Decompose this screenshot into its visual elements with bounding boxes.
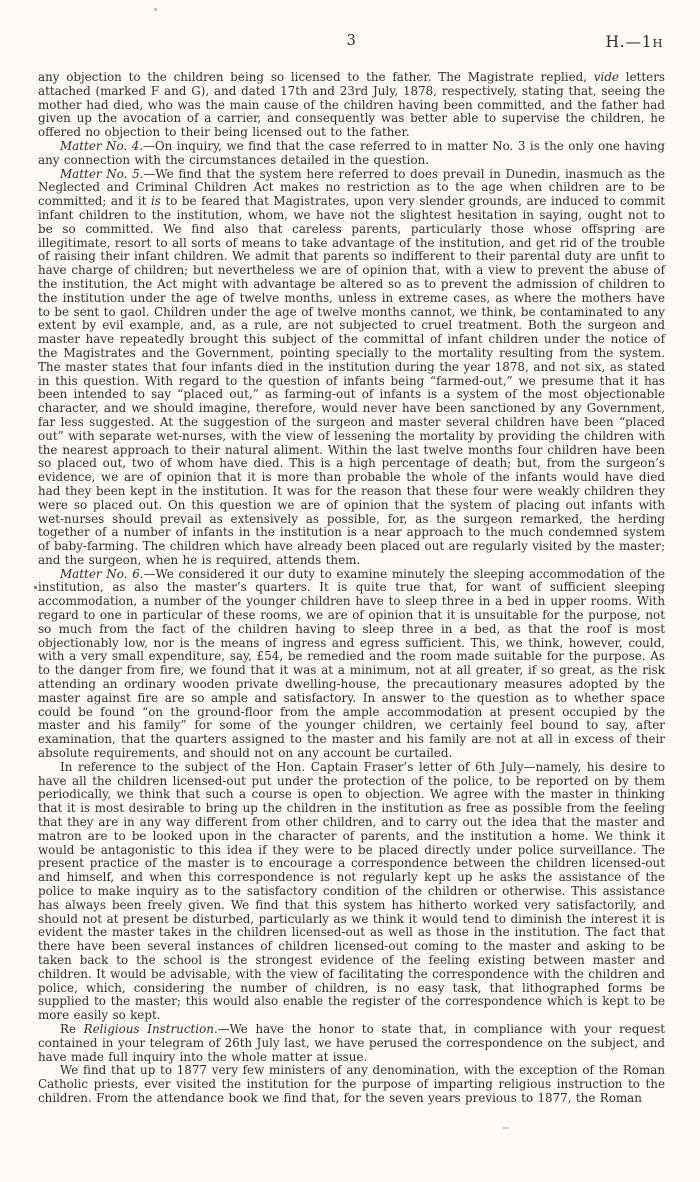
paragraph-matter-no-4 <box>38 140 665 168</box>
text-segment: letters attached (marked F and G), and dated 17th and 23rd July, 1878, respectively, stating that, seeing the mother had died, who was the main cause of the children having been committed, and the father had given up the avocation of a carrier, and consequently was better able to supervise the children, he offered no objection to their being licensed out to the father. <box>38 70 665 140</box>
text-segment: any objection to the children being so licensed to the father. The Magistrate replied, <box>38 70 594 84</box>
doc-reference <box>605 33 663 51</box>
scan-speck <box>154 8 157 11</box>
italic-text-segment: Matter No. 5. <box>60 166 144 181</box>
paragraph-matter-no-6 <box>38 568 665 761</box>
text-segment: —We find that the system here referred to does prevail in Dunedin, inasmuch as the Neglected and Criminal Children Act makes no restriction as to the age when children are to be committed; and it <box>38 166 666 209</box>
italic-text-segment: Matter No. 6. <box>60 566 144 581</box>
text-segment: —We considered it our duty to examine minutely the sleeping accommodation of the institution, as also the master’s quarters. It is quite true that, for want of sufficient sleeping accommodation, a number of the younger children have to sleep three in a bed in upper rooms. With regard to one in particular of these rooms, we are of opinion that it is unsuitable for the purpose, not so much from the fact of the children having to sleep three in a bed, as that the roof is most objectionably low, nor is the means of ingress and egress sufficient. This, we think, however, could, with a very small expenditure, say, £54, be remedied and the room made suitable for the purpose. As to the danger from fire, we found that it was at a minimum, not at all greater, if so great, as the risk attending an ordinary wooden private dwelling-house, the precautionary measures adopted by the master against fire are so ample and satisfactory. In answer to the question as to whether space could be found “on the ground-floor from the ample accommodation at present occupied by the master and his family” for some of the younger children, we certainly feel bound to say, after examination, that the quarters assigned to the master and his family are not at all in excess of their absolute requirements, and should not on any account be curtailed. <box>38 566 665 761</box>
text-segment: We find that up to 1877 very few ministers of any denomination, with the exception of the Roman Catholic priests, ever visited the institution for the purpose of imparting religious instruction to the children. From the attendance book we find that, for the seven years previous to 1877, the Roman <box>38 1063 665 1105</box>
document-body <box>38 71 665 1106</box>
scan-speck <box>502 1127 509 1129</box>
italic-text-segment: Matter No. 4. <box>60 138 144 153</box>
italic-text-segment: is <box>150 194 161 209</box>
text-segment: In reference to the subject of the Hon. Captain Fraser’s letter of 6th July—namely, his desire to have all the children licensed-out put under the protection of the police, to be reported on by them periodically, we think that such a course is open to objection. We agree with the master in thinking that it is most desirable to bring up the children in the institution as free as possible from the feeling that they are in any way different from other children, and to carry out the idea that the master and matron are to be looked upon in the character of parents, and the institution a home. We think it would be antagonistic to this idea if they were to be placed directly under police surveillance. The present practice of the master is to encourage a correspondence between the children licensed-out and himself, and when this correspondence is not regularly kept up he asks the assistance of the police to make inquiry as to the satisfactory condition of the children or otherwise. This assistance has always been freely given. We find that this system has hitherto worked very satisfactorily, and should not at present be disturbed, particularly as we think it would tend to diminish the interest it is evident the master takes in the children licensed-out as well as those in the institution. The fact that there have been several instances of children licensed-out coming to the master and asking to be taken back to the school is the strongest evidence of the feeling existing between master and children. It would be advisable, with the view of facilitating the correspondence with the children and police, which, considering the number of children, is no easy task, that lithographed forms be supplied to the master; this would also enable the register of the correspondence which is kept to be more easily so kept. <box>38 759 665 1023</box>
paragraph-continuation <box>38 71 665 140</box>
paragraph-police-supervision <box>38 761 665 1023</box>
doc-reference-suffix: H <box>652 36 663 50</box>
italic-text-segment: Religious Instruction <box>83 1021 214 1036</box>
page-header <box>38 33 665 55</box>
text-segment: Re <box>60 1021 84 1036</box>
paragraph-matter-no-5 <box>38 168 665 568</box>
paragraph-ministers-visits <box>38 1064 665 1105</box>
italic-text-segment: vide <box>593 70 619 84</box>
text-segment: —On inquiry, we find that the case referred to in matter No. 3 is the only one having any connection with the circumstances detailed in the question. <box>38 138 665 167</box>
text-segment: to be feared that Magistrates, upon very slender grounds, are induced to commit infant children to the institution, whom, we have not the slightest hesitation in saying, ought not to be so committed. We find also that careless parents, particularly those whose offspring are illegitimate, resort to all sorts of means to take advantage of the institution, and get rid of the trouble of raising their infant children. We admit that parents so indifferent to their parental duty are unfit to have charge of children; but nevertheless we are of opinion that, with a view to prevent the abuse of the institution, the Act might with advantage be altered so as to prevent the admission of children to the institution under the age of twelve months, unless in extreme cases, as where the mothers have to be sent to gaol. Children under the age of twelve months cannot, we think, be contaminated to any extent by evil example, and, as a rule, are not subjected to cruel treatment. Both the surgeon and master have repeatedly brought this subject of the committal of infant children under the notice of the Magistrates and the Government, pointing specially to the mortality resulting from the system. The master states that four infants died in the institution during the year 1878, and not six, as stated in this question. With regard to the question of infants being “farmed-out,” we presume that it has been intended to say “placed out,” as farming-out of infants is a system of the most objectionable character, and we should imagine, therefore, would never have been sanctioned by any Government, far less suggested. At the suggestion of the surgeon and master several children have been “placed out” with separate wet-nurses, with the view of lessening the mortality by providing the children with the nearest approach to their natural aliment. Within the last twelve months four children have been so placed out, two of whom have died. This is a high percentage of death; but, from the surgeon’s evidence, we are of opinion that it is more than probable the whole of the infants would have died had they been kept in the institution. It was for the reason that these four were weakly children they were so placed out. On this question we are of opinion that the system of placing out infants with wet-nurses should prevail as extensively as possible, for, as the surgeon remarked, the herding together of a number of infants in the institution is a near approach to the much condemned system of baby-farming. The children which have already been placed out are regularly visited by the master; and the surgeon, when he is required, attends them. <box>38 194 666 567</box>
paragraph-religious-instruction <box>38 1023 665 1064</box>
page-number: 3 <box>346 33 357 49</box>
text-segment: .—We have the honor to state that, in compliance with your request contained in your telegram of 26th July last, we have perused the correspondence on the subject, and have made full inquiry into the whole matter at issue. <box>38 1021 665 1064</box>
print-artifact-dot <box>34 586 37 589</box>
doc-reference-main: H.—1 <box>605 33 653 51</box>
